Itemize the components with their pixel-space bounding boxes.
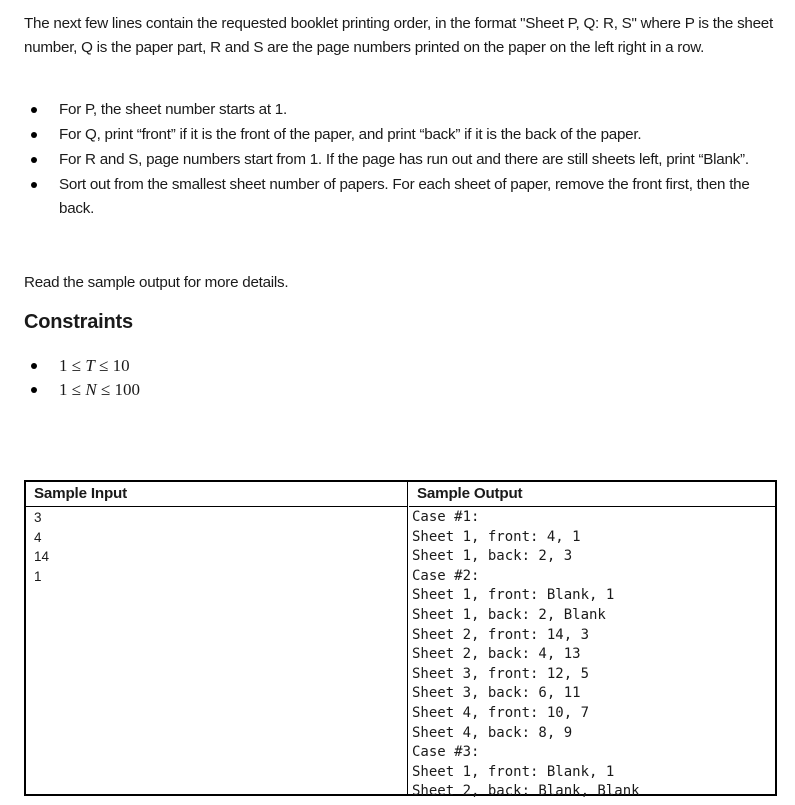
output-line: Sheet 2, back: 4, 13 [412,646,581,663]
bullet-icon [31,157,37,163]
input-line: 14 [34,549,50,565]
output-line: Sheet 1, front: 4, 1 [412,528,581,545]
rules-list [24,98,780,221]
sample-output-body [409,507,775,802]
output-line: Sheet 3, front: 12, 5 [412,665,590,682]
constraints-heading: Constraints [24,311,133,333]
input-line: 1 [34,568,42,584]
output-line: Case #2: [412,567,480,584]
bullet-icon [31,107,37,113]
output-line: Sheet 3, back: 6, 11 [412,685,581,702]
input-line: 4 [34,529,42,545]
constraints-list [24,354,140,402]
output-line: Case #3: [412,744,480,761]
rule-item: For R and S, page numbers start from 1. If the page has run out and there are still sheets left, print “Blank”. [24,148,780,172]
output-line: Sheet 1, front: Blank, 1 [412,763,615,780]
constraint-item: 1 ≤ N ≤ 100 [24,378,140,402]
output-line: Sheet 1, front: Blank, 1 [412,587,615,604]
rule-item: For P, the sheet number starts at 1. [24,98,780,122]
output-line: Sheet 1, back: 2, Blank [412,606,606,623]
intro-paragraph: The next few lines contain the requested booklet printing order, in the format "Sheet P, Q: R, S" where P is the sheet number, Q is the paper part, R and S are the page numbers printed on the paper on the left right in a row. [24,15,773,56]
sample-output-column [409,482,775,800]
constraint-item: 1 ≤ T ≤ 10 [24,354,140,378]
output-line: Sheet 4, back: 8, 9 [412,724,573,741]
bullet-icon [31,363,37,369]
bullet-icon [31,387,37,393]
output-line: Sheet 1, back: 2, 3 [412,548,573,565]
sample-input-body [26,507,407,586]
output-line: Sheet 2, back: Blank, Blank [412,783,640,800]
input-line: 3 [34,510,42,525]
output-line: Sheet 4, front: 10, 7 [412,704,590,721]
sample-input-header: Sample Input [26,482,407,507]
sample-input-column [26,482,408,794]
sample-io-table [24,480,777,800]
output-line: Sheet 2, front: 14, 3 [412,626,590,643]
problem-statement [24,12,780,399]
output-line: Case #1: [412,509,480,525]
rule-item: For Q, print “front” if it is the front of the paper, and print “back” if it is the back of the paper. [24,123,780,147]
rule-item: Sort out from the smallest sheet number of papers. For each sheet of paper, remove the front first, then the back. [24,173,780,221]
read-more-text: Read the sample output for more details. [24,274,289,291]
bullet-icon [31,182,37,188]
sample-output-header: Sample Output [409,482,775,507]
bullet-icon [31,132,37,138]
